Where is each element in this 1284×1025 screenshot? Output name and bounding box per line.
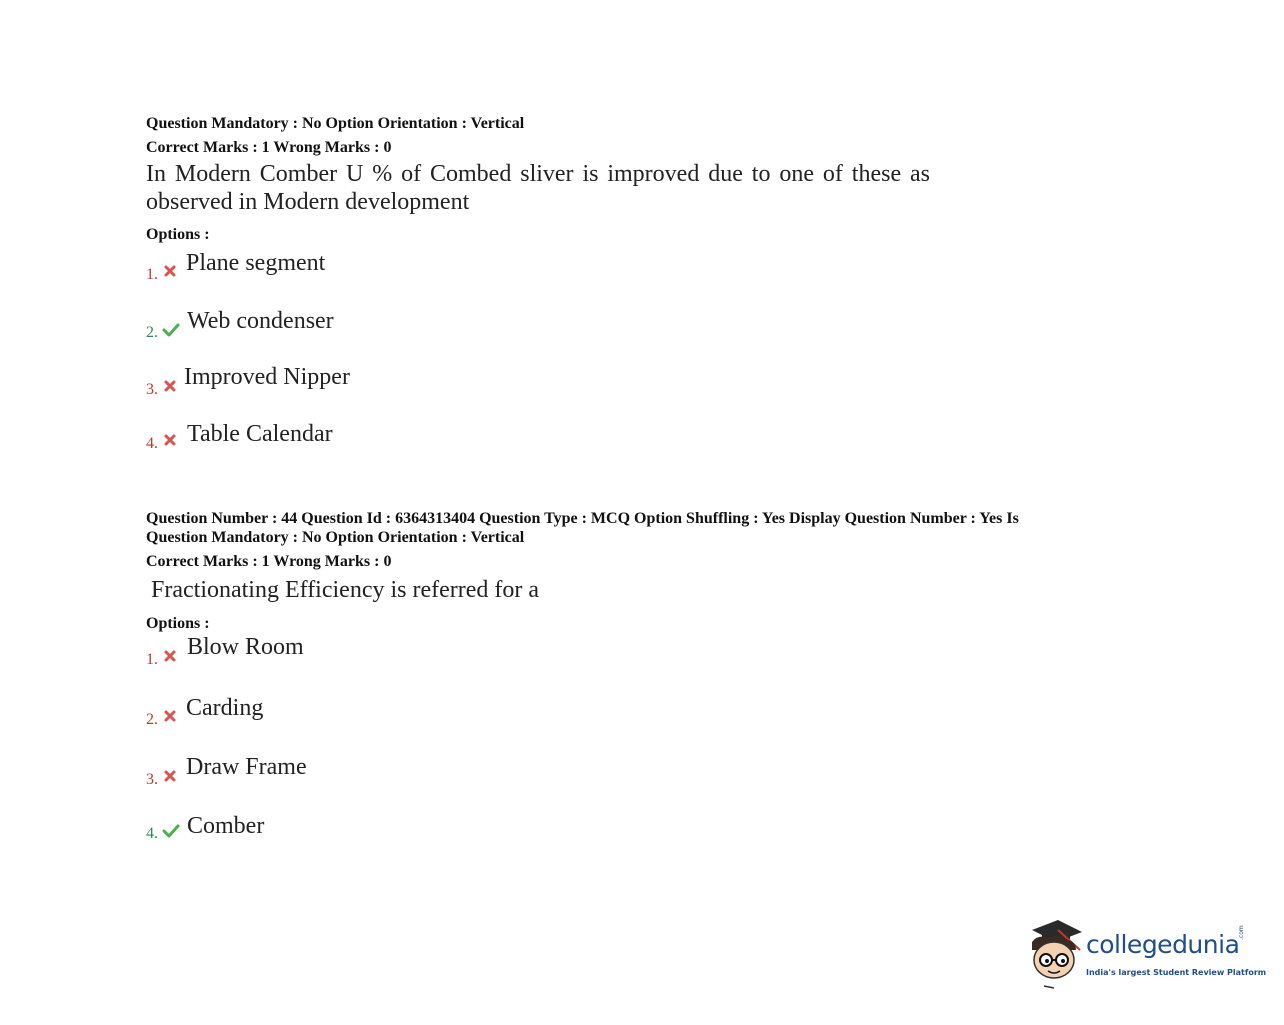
collegedunia-logo [1024,916,1267,992]
option-text: Comber [187,813,265,839]
cross-icon [163,649,177,663]
question-2-meta-mandatory: Question Mandatory : No Option Orientation : Vertical [146,529,525,546]
question-2-meta-marks: Correct Marks : 1 Wrong Marks : 0 [146,553,392,570]
question-2-meta-header: Question Number : 44 Question Id : 6364313404 Question Type : MCQ Option Shuffling : Yes Display Question Number : Yes Is [146,510,1019,527]
cross-icon [163,769,177,783]
option-number: 3. [146,381,158,398]
option-text: Plane segment [186,250,326,276]
question-1-meta-marks: Correct Marks : 1 Wrong Marks : 0 [146,139,392,156]
option-text: Carding [186,695,264,721]
check-icon [162,323,180,337]
cross-icon [163,379,177,393]
logo-name: collegedunia [1086,930,1240,959]
option-text: Web condenser [187,308,334,334]
logo-tagline: India's largest Student Review Platform [1086,968,1267,977]
option-number: 4. [146,825,158,842]
option-number: 2. [146,324,158,341]
option-number: 4. [146,435,158,452]
option-text: Improved Nipper [184,364,350,390]
question-2-text: Fractionating Efficiency is referred for a [151,577,540,603]
option-text: Table Calendar [187,421,333,447]
mascot-icon [1024,916,1086,992]
cross-icon [163,433,177,447]
question-1-text: In Modern Comber U % of Combed sliver is improved due to one of these as observed in Modern development [146,161,930,215]
option-text: Draw Frame [186,754,307,780]
question-1-options-label: Options : [146,226,210,243]
option-number: 2. [146,711,158,728]
option-number: 1. [146,266,158,283]
option-text: Blow Room [187,634,304,660]
cross-icon [163,709,177,723]
logo-suffix: .com [1238,925,1245,940]
option-number: 1. [146,651,158,668]
cross-icon [163,264,177,278]
question-2-options-label: Options : [146,615,210,632]
question-1-meta-mandatory: Question Mandatory : No Option Orientation : Vertical [146,115,525,132]
option-number: 3. [146,771,158,788]
check-icon [162,824,180,838]
